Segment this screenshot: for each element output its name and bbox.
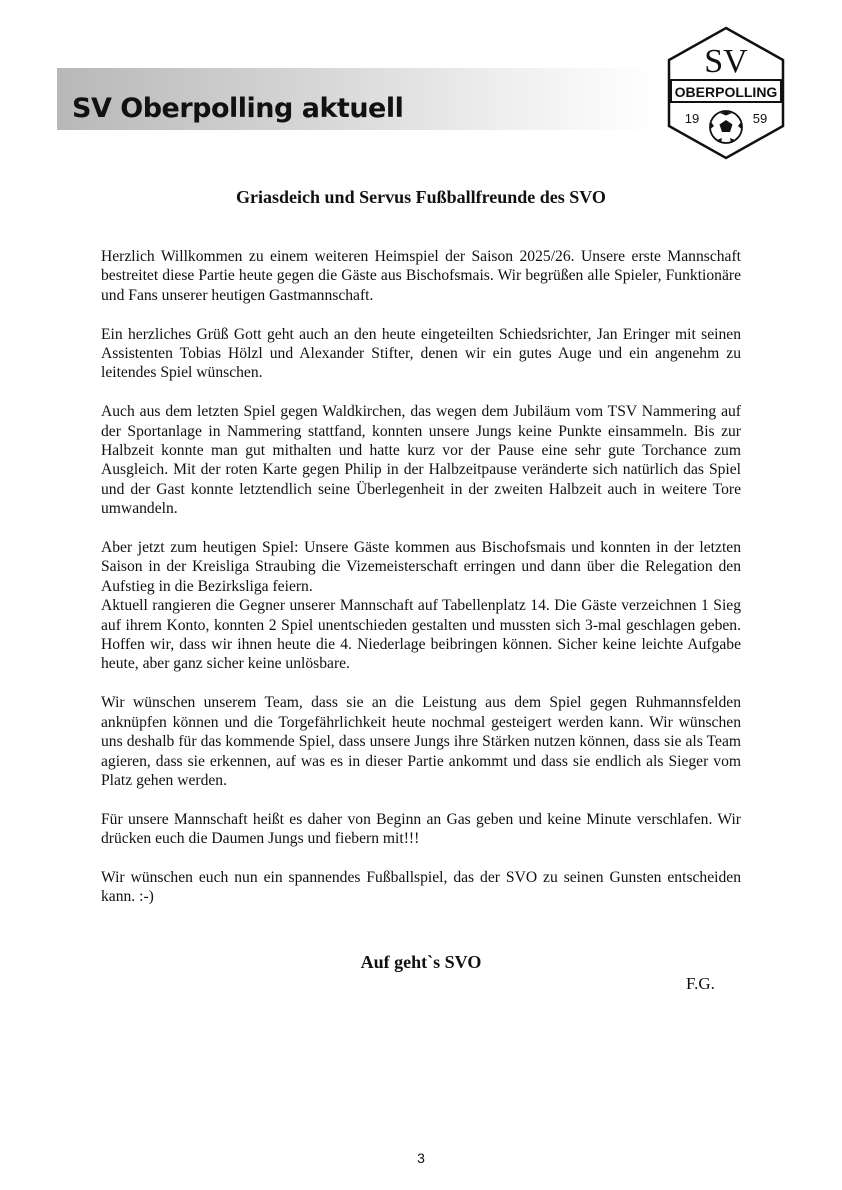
paragraph: Wir wünschen unserem Team, dass sie an die Leistung aus dem Spiel gegen Ruhmannsfelden anknüpfen können und die Torgefährlichkeit heute nochmal gesteigert werden kann. Wir wünschen uns deshalb für das kommende Spiel, dass unsere Jungs ihre Stärken nutzen können, dass sie als Team agieren, dass sie erkennen, auf was es in dieser Partie ankommt und dass sie endlich als Sieger vom Platz gehen werden. xyxy=(101,694,741,789)
newsletter-title: SV Oberpolling aktuell xyxy=(72,93,404,124)
greeting-heading: Griasdeich und Servus Fußballfreunde des SVO xyxy=(236,187,606,207)
closing-slogan: Auf geht`s SVO xyxy=(360,952,482,972)
logo-year-right: 59 xyxy=(752,111,768,126)
logo-club-name: OBERPOLLING xyxy=(674,84,778,100)
article-body xyxy=(101,247,741,926)
paragraph: Auch aus dem letzten Spiel gegen Waldkirchen, das wegen dem Jubiläum vom TSV Nammering auf der Sportanlage in Nammering stattfand, konnten unsere Jungs keine Punkte einsammeln. Bis zur Halbzeit konnte man gut mithalten und hatte kurz vor der Pause eine sehr gute Torchance zum Ausgleich. Mit der roten Karte gegen Philip in der Halbzeitpause veränderte sich natürlich das Spiel und der Gast konnte letztendlich seine Überlegenheit in der zweiten Halbzeit auch in weitere Tore umwandeln. xyxy=(101,403,741,518)
logo-year-left: 19 xyxy=(684,111,700,126)
paragraph: Aber jetzt zum heutigen Spiel: Unsere Gäste kommen aus Bischofsmais und konnten in der letzten Saison in der Kreisliga Straubing die Vizemeisterschaft erringen und dann über die Relegation den Aufstieg in die Bezirksliga feiern. xyxy=(101,539,741,595)
paragraph: Wir wünschen euch nun ein spannendes Fußballspiel, das der SVO zu seinen Gunsten entscheiden kann. :-) xyxy=(101,868,741,906)
page-number: 3 xyxy=(417,1150,425,1166)
soccer-ball-icon xyxy=(710,111,742,143)
paragraph: Herzlich Willkommen zu einem weiteren Heimspiel der Saison 2025/26. Unsere erste Mannschaft bestreitet diese Partie heute gegen die Gäste aus Bischofsmais. Wir begrüßen alle Spieler, Funktionäre und Fans unserer heutigen Gastmannschaft. xyxy=(101,248,741,304)
logo-sv-text: SV xyxy=(704,43,748,80)
paragraph: Aktuell rangieren die Gegner unserer Mannschaft auf Tabellenplatz 14. Die Gäste verzeichnen 1 Sieg auf ihrem Konto, konnten 2 Spiel unentschieden gestalten und mussten sich 3-mal geschlagen geben. Hoffen wir, dass wir ihnen heute die 4. Niederlage beibringen können. Sicher keine leichte Aufgabe heute, aber ganz sicher keine unlösbare. xyxy=(101,597,741,673)
author-signature: F.G. xyxy=(686,974,715,993)
club-logo xyxy=(666,26,786,160)
paragraph: Ein herzliches Grüß Gott geht auch an den heute eingeteilten Schiedsrichter, Jan Eringer mit seinen Assistenten Tobias Hölzl und Alexander Stifter, denen wir ein gutes Auge und ein angenehm zu leitendes Spiel wünschen. xyxy=(101,325,741,382)
paragraph: Für unsere Mannschaft heißt es daher von Beginn an Gas geben und keine Minute verschlafen. Wir drücken euch die Daumen Jungs und fiebern mit!!! xyxy=(101,810,741,848)
